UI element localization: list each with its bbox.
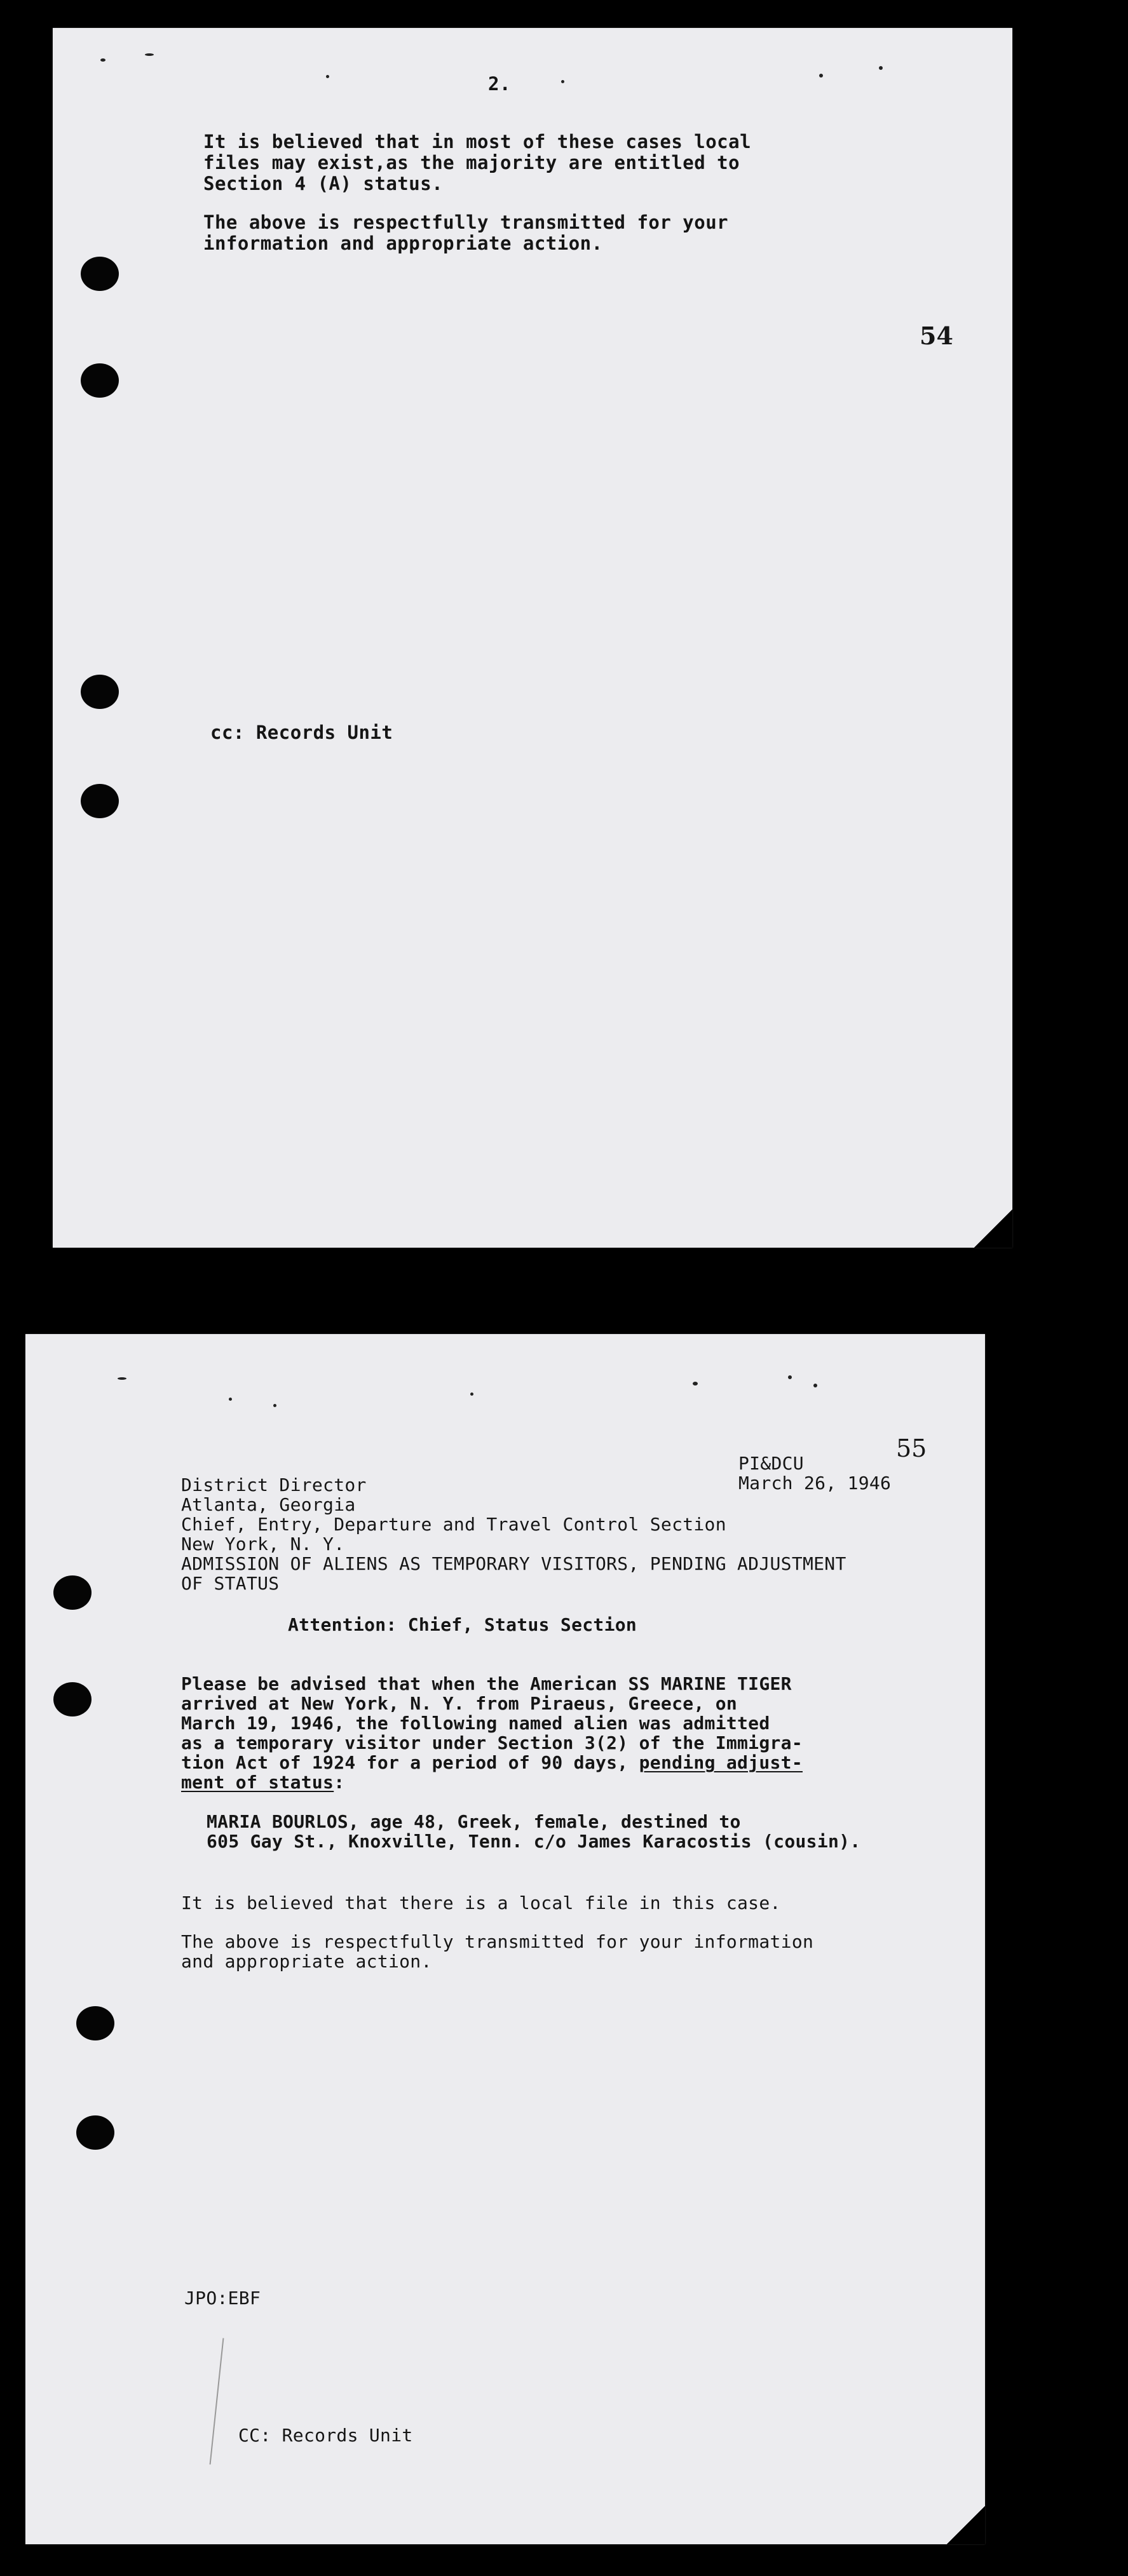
body-line: The above is respectfully transmitted for your information <box>181 1931 814 1952</box>
punch-hole <box>53 1682 92 1716</box>
paragraph-line: information and appropriate action. <box>203 233 603 254</box>
body-line <box>181 1772 344 1792</box>
address-line: Chief, Entry, Departure and Travel Control Section <box>181 1514 726 1535</box>
punch-hole <box>81 363 119 398</box>
paragraph-line: The above is respectfully transmitted for your <box>203 212 729 233</box>
folded-corner <box>947 2506 985 2544</box>
punch-hole <box>81 784 119 818</box>
body-line-text: tion Act of 1924 for a period of 90 days, <box>181 1752 639 1773</box>
scan-speck <box>788 1375 792 1379</box>
scan-speck <box>100 58 105 62</box>
address-line: New York, N. Y. <box>181 1534 345 1554</box>
address-line: Atlanta, Georgia <box>181 1494 356 1515</box>
subject-line: ADMISSION OF ALIENS AS TEMPORARY VISITORS, PENDING ADJUSTMENT <box>181 1553 846 1574</box>
scan-speck <box>470 1393 473 1396</box>
body-line: March 19, 1946, the following named alien was admitted <box>181 1713 770 1734</box>
scan-speck <box>561 80 564 83</box>
underlined-phrase: ment of status <box>181 1772 334 1793</box>
underlined-phrase: pending adjust- <box>639 1752 803 1773</box>
fold-crease <box>210 2338 224 2464</box>
folded-corner <box>974 1210 1012 1248</box>
attention-line: Attention: Chief, Status Section <box>288 1614 637 1635</box>
punch-hole <box>76 2115 114 2150</box>
punch-hole <box>81 675 119 709</box>
scan-speck <box>145 53 154 56</box>
stamped-page-number: 55 <box>896 1434 927 1462</box>
paragraph-line: It is believed that in most of these cases local <box>203 131 752 152</box>
scan-speck <box>819 74 823 78</box>
alien-entry-line: MARIA BOURLOS, age 48, Greek, female, destined to <box>207 1811 741 1832</box>
body-line: and appropriate action. <box>181 1951 432 1972</box>
alien-entry-line: 605 Gay St., Knoxville, Tenn. c/o James Karacostis (cousin). <box>207 1831 861 1852</box>
paragraph-line: Section 4 (A) status. <box>203 173 444 194</box>
body-line-text: : <box>334 1772 345 1793</box>
body-line: as a temporary visitor under Section 3(2) of the Immigra- <box>181 1732 803 1753</box>
paragraph-line: files may exist,as the majority are entitled to <box>203 152 740 173</box>
subject-line: OF STATUS <box>181 1573 280 1594</box>
body-line: Please be advised that when the American SS MARINE TIGER <box>181 1673 792 1694</box>
cc-line: cc: Records Unit <box>210 722 393 743</box>
body-line: arrived at New York, N. Y. from Piraeus, Greece, on <box>181 1693 738 1714</box>
scan-speck <box>229 1398 232 1401</box>
punch-hole <box>53 1575 92 1610</box>
scan-speck <box>879 66 883 70</box>
scan-speck <box>273 1404 276 1407</box>
cc-line: CC: Records Unit <box>238 2425 413 2446</box>
reference-code: PI&DCU <box>738 1453 804 1474</box>
page-mark: 2. <box>488 73 511 95</box>
typist-initials: JPO:EBF <box>184 2288 261 2309</box>
address-line: District Director <box>181 1474 367 1495</box>
punch-hole <box>81 257 119 291</box>
scan-speck <box>118 1377 126 1380</box>
scan-speck <box>326 75 329 78</box>
scan-speck <box>693 1382 698 1386</box>
punch-hole <box>76 2006 114 2040</box>
document-page-1 <box>53 28 1012 1248</box>
body-line <box>181 1753 803 1772</box>
stamped-page-number: 54 <box>920 321 953 350</box>
scan-speck <box>813 1384 817 1387</box>
document-page-2 <box>25 1334 985 2544</box>
letter-date: March 26, 1946 <box>738 1473 892 1494</box>
body-line: It is believed that there is a local file in this case. <box>181 1892 781 1913</box>
